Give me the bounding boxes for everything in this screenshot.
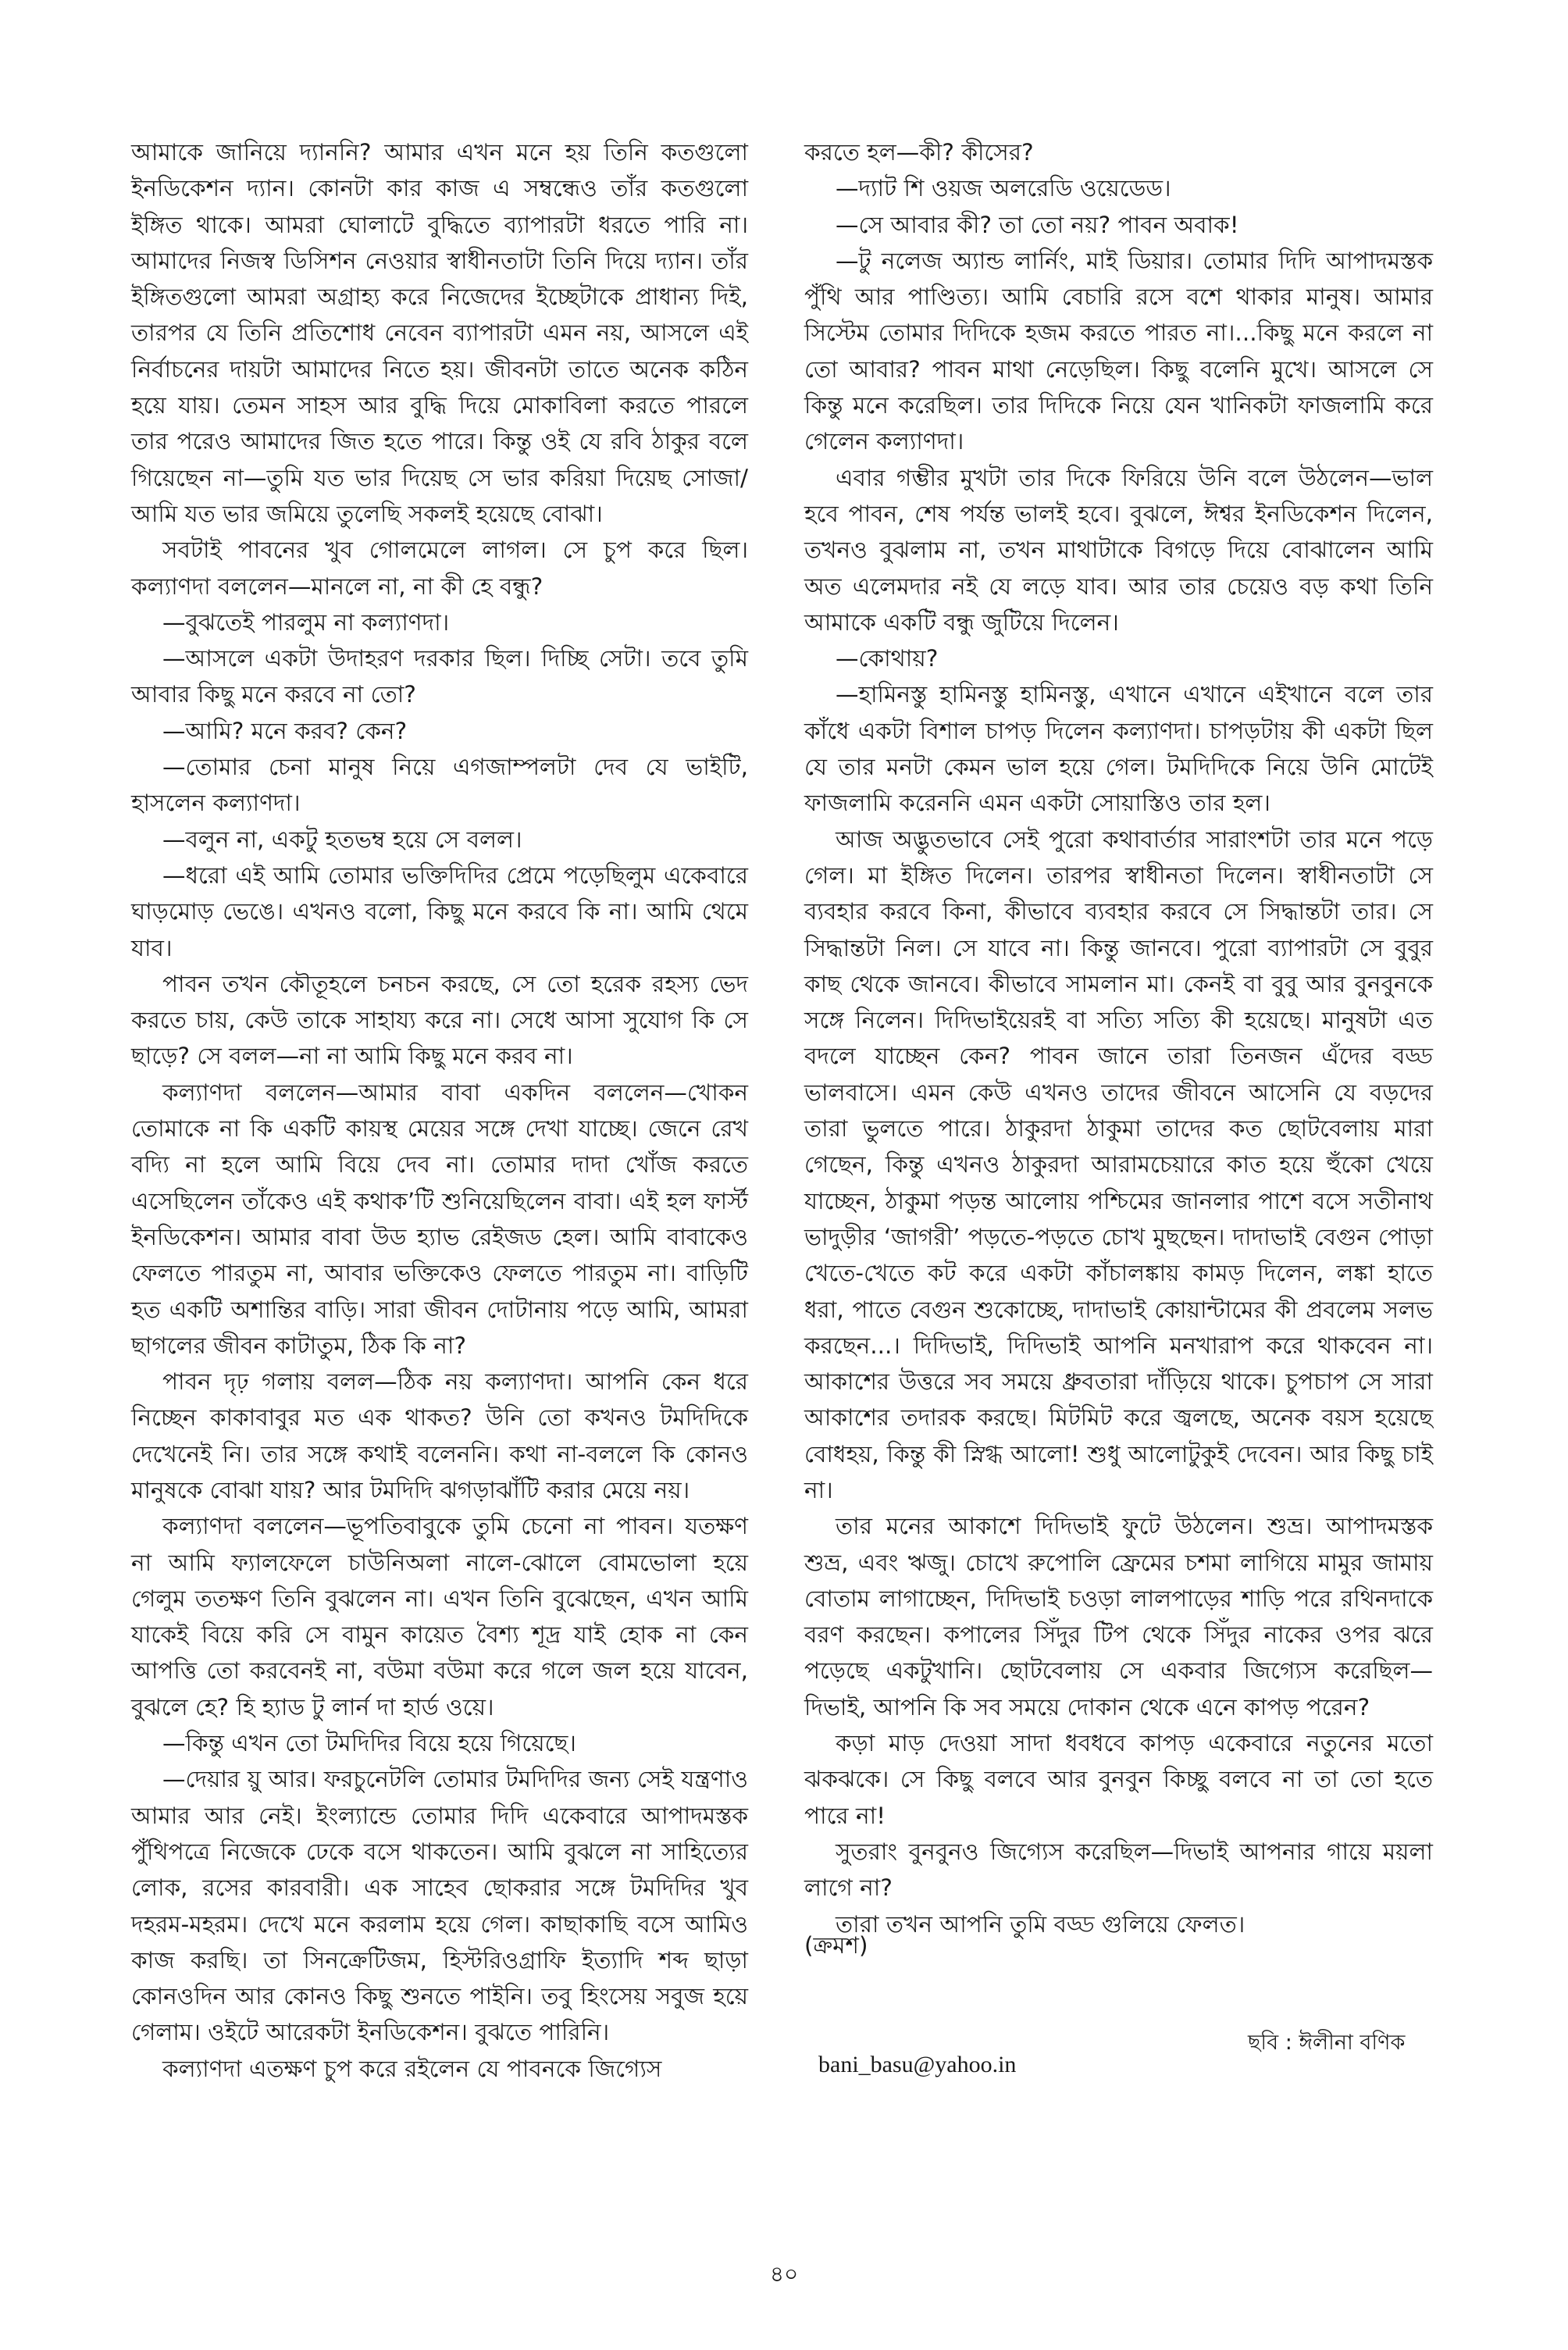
left-column-paragraph: কল্যাণদা এতক্ষণ চুপ করে রইলেন যে পাবনকে জিগ্যেস — [162, 2055, 662, 2082]
left-text-column — [131, 134, 748, 2087]
illustration-credit: ছবি : ঈলীনা বণিক — [1248, 2031, 1406, 2055]
left-column-paragraph: —বুঝতেই পারলুম না কল্যাণদা। — [162, 608, 450, 636]
right-column-paragraph: এবার গম্ভীর মুখটা তার দিকে ফিরিয়ে উনি বলে উঠলেন—ভাল হবে পাবন, শেষ পর্যন্ত ভালই হবে। বুঝলে, ঈশ্বর ইনডিকেশন দিলেন, তখনও বুঝলাম না, তখন মাথাটাকে বিগড়ে দিয়ে বোঝালেন আমি অত এলেমদার নই যে লড়ে যাব। আর তার চেয়েও বড় কথা তিনি আমাকে একটি বন্ধু জুটিয়ে দিলেন। — [804, 464, 1433, 636]
left-column-paragraph: আমাকে জানিয়ে দ্যাননি? আমার এখন মনে হয় তিনি কতগুলো ইনডিকেশন দ্যান। কোনটা কার কাজ এ সম্বন্ধেও তাঁর কতগুলো ইঙ্গিত থাকে। আমরা ঘোলাটে বুদ্ধিতে ব্যাপারটা ধরতে পারি না। আমাদের নিজস্ব ডিসিশন নেওয়ার স্বাধীনতাটা তিনি দিয়ে দ্যান। তাঁর ইঙ্গিতগুলো আমরা অগ্রাহ্য করে নিজেদের ইচ্ছেটাকে প্রাধান্য দিই, তারপর যে তিনি প্রতিশোধ নেবেন ব্যাপারটা এমন নয়, আসলে এই নির্বাচনের দায়টা আমাদের নিতে হয়। জীবনটা তাতে অনেক কঠিন হয়ে যায়। তেমন সাহস আর বুদ্ধি দিয়ে মোকাবিলা করতে পারলে তার পরেও আমাদের জিত হতে পারে। কিন্তু ওই যে রবি ঠাকুর বলে গিয়েছেন না—তুমি যত ভার দিয়েছ সে ভার করিয়া দিয়েছ সোজা/আমি যত ভার জমিয়ে তুলেছি সকলই হয়েছে বোঝা। — [131, 139, 748, 527]
right-column-paragraph: তার মনের আকাশে দিদিভাই ফুটে উঠলেন। শুভ্র। আপাদমস্তক শুভ্র, এবং ঋজু। চোখে রুপোলি ফ্রেমের চশমা লাগিয়ে মামুর জামায় বোতাম লাগাচ্ছেন, দিদিভাই চওড়া লালপাড়ের শাড়ি পরে রথিনদাকে বরণ করছেন। কপালের সিঁদুর টিপ থেকে সিঁদুর নাকের ওপর ঝরে পড়েছে একটুখানি। ছোটবেলায় সে একবার জিগ্যেস করেছিল—দিভাই, আপনি কি সব সময়ে দোকান থেকে এনে কাপড় পরেন? — [804, 1513, 1433, 1721]
left-column-paragraph: কল্যাণদা বললেন—ভূপতিবাবুকে তুমি চেনো না পাবন। যতক্ষণ না আমি ফ্যালফেলে চাউনিঅলা নালে-ঝোলে বোমভোলা হয়ে গেলুম ততক্ষণ তিনি বুঝলেন না। এখন তিনি বুঝেছেন, এখন আমি যাকেই বিয়ে করি সে বামুন কায়েত বৈশ্য শূদ্র যাই হোক না কেন আপত্তি তো করবেনই না, বউমা বউমা করে গলে জল হয়ে যাবেন, বুঝলে হে? হি হ্যাড টু লার্ন দা হার্ড ওয়ে। — [131, 1513, 748, 1721]
left-column-paragraph: —তোমার চেনা মানুষ নিয়ে এগজাম্পলটা দেব যে ভাইটি, হাসলেন কল্যাণদা। — [131, 754, 748, 817]
right-text-column — [804, 134, 1433, 1942]
left-column-paragraph: —আসলে একটা উদাহরণ দরকার ছিল। দিচ্ছি সেটা। তবে তুমি আবার কিছু মনে করবে না তো? — [131, 645, 748, 708]
right-column-paragraph: —হামিনস্তু হামিনস্তু হামিনস্তু, এখানে এখানে এইখানে বলে তার কাঁধে একটা বিশাল চাপড় দিলেন কল্যাণদা। চাপড়টায় কী একটা ছিল যে তার মনটা কেমন ভাল হয়ে গেল। টমদিদিকে নিয়ে উনি মোটেই ফাজলামি করেননি এমন একটা সোয়াস্তিও তার হল। — [804, 681, 1433, 817]
right-column-paragraph: করতে হল—কী? কীসের? — [804, 139, 1034, 166]
left-column-paragraph: —বলুন না, একটু হতভম্ব হয়ে সে বলল। — [162, 826, 522, 853]
left-column-paragraph: —আমি? মনে করব? কেন? — [162, 717, 408, 744]
left-column-paragraph: সবটাই পাবনের খুব গোলমেলে লাগল। সে চুপ করে ছিল। কল্যাণদা বললেন—মানলে না, না কী হে বন্ধু? — [131, 537, 748, 600]
to-be-continued-note: (ক্রমশ) — [804, 1932, 868, 1959]
left-column-paragraph: —দেয়ার য়ু আর। ফরচুনেটলি তোমার টমদিদির জন্য সেই যন্ত্রণাও আমার আর নেই। ইংল্যান্ডে তোমার দিদি একেবারে আপাদমস্তক পুঁথিপত্রে নিজেকে ঢেকে বসে থাকতেন। আমি বুঝলে না সাহিত্যের লোক, রসের কারবারী। এক সাহেব ছোকরার সঙ্গে টমদিদির খুব দহরম-মহরম। দেখে মনে করলাম হয়ে গেল। কাছাকাছি বসে আমিও কাজ করছি। তা সিনক্রেটিজম, হিস্টরিওগ্রাফি ইত্যাদি শব্দ ছাড়া কোনওদিন আর কোনও কিছু শুনতে পাইনি। তবু হিংসেয় সবুজ হয়ে গেলাম। ওইটে আরেকটা ইনডিকেশন। বুঝতে পারিনি। — [131, 1766, 748, 2046]
right-column-paragraph: আজ অদ্ভুতভাবে সেই পুরো কথাবার্তার সারাংশটা তার মনে পড়ে গেল। মা ইঙ্গিত দিলেন। তারপর স্বাধীনতা দিলেন। স্বাধীনতাটা সে ব্যবহার করবে কিনা, কীভাবে ব্যবহার করবে সে সিদ্ধান্তটা তার। সে সিদ্ধান্তটা নিল। সে যাবে না। কিন্তু জানবে। পুরো ব্যাপারটা সে বুবুর কাছ থেকে জানবে। কীভাবে সামলান মা। কেনই বা বুবু আর বুনবুনকে সঙ্গে নিলেন। দিদিভাইয়েরই বা সত্যি সত্যি কী হয়েছে। মানুষটা এত বদলে যাচ্ছেন কেন? পাবন জানে তারা তিনজন এঁদের বড্ড ভালবাসে। এমন কেউ এখনও তাদের জীবনে আসেনি যে বড়দের তারা ভুলতে পারে। ঠাকুরদা ঠাকুমা তাদের কত ছোটবেলায় মারা গেছেন, কিন্তু এখনও ঠাকুরদা আরামচেয়ারে কাত হয়ে হুঁকো খেয়ে যাচ্ছেন, ঠাকুমা পড়ন্ত আলোয় পশ্চিমের জানলার পাশে বসে সতীনাথ ভাদুড়ীর ‘জাগরী’ পড়তে-পড়তে চোখ মুছছেন। দাদাভাই বেগুন পোড়া খেতে-খেতে কট করে একটা কাঁচালঙ্কায় কামড় দিলেন, লঙ্কা হাতে ধরা, পাতে বেগুন শুকোচ্ছে, দাদাভাই কোয়ান্টামের কী প্রবলেম সলভ করছেন...। দিদিভাই, দিদিভাই আপনি মনখারাপ করে থাকবেন না। আকাশের উত্তরে সব সময়ে ধ্রুবতারা দাঁড়িয়ে থাকে। চুপচাপ সে সারা আকাশের তদারক করছে। মিটমিট করে জ্বলছে, অনেক বয়স হয়েছে বোধহয়, কিন্তু কী স্নিগ্ধ আলো! শুধু আলোটুকুই দেবেন। আর কিছু চাই না। — [804, 826, 1433, 1503]
right-column-paragraph: তারা তখন আপনি তুমি বড্ড গুলিয়ে ফেলত। — [836, 1910, 1245, 1938]
right-column-paragraph: —টু নলেজ অ্যান্ড লার্নিং, মাই ডিয়ার। তোমার দিদি আপাদমস্তক পুঁথি আর পাণ্ডিত্য। আমি বেচারি রসে বশে থাকার মানুষ। আমার সিস্টেম তোমার দিদিকে হজম করতে পারত না।...কিছু মনে করলে না তো আবার? পাবন মাথা নেড়েছিল। কিছু বলেনি মুখে। আসলে সে কিন্তু মনে করেছিল। তার দিদিকে নিয়ে যেন খানিকটা ফাজলামি করে গেলেন কল্যাণদা। — [804, 247, 1433, 455]
author-email: bani_basu@yahoo.in — [818, 2052, 1017, 2077]
right-column-paragraph: —কোথায়? — [836, 645, 939, 672]
left-column-paragraph: পাবন তখন কৌতূহলে চনচন করছে, সে তো হরেক রহস্য ভেদ করতে চায়, কেউ তাকে সাহায্য করে না। সেধে আসা সুযোগ কি সে ছাড়ে? সে বলল—না না আমি কিছু মনে করব না। — [131, 970, 748, 1070]
right-column-paragraph: —দ্যাট শি ওয়জ অলরেডি ওয়েডেড। — [836, 175, 1171, 202]
left-column-paragraph: কল্যাণদা বললেন—আমার বাবা একদিন বললেন—খোকন তোমাকে না কি একটি কায়স্থ মেয়ের সঙ্গে দেখা যাচ্ছে। জেনে রেখ বদ্যি না হলে আমি বিয়ে দেব না। তোমার দাদা খোঁজ করতে এসেছিলেন তাঁকেও এই কথাক’টি শুনিয়েছিলেন বাবা। এই হল ফার্স্ট ইনডিকেশন। আমার বাবা উড হ্যাভ রেইজড হেল। আমি বাবাকেও ফেলতে পারতুম না, আবার ভক্তিকেও ফেলতে পারতুম না। বাড়িটি হত একটি অশান্তির বাড়ি। সারা জীবন দোটানায় পড়ে আমি, আমরা ছাগলের জীবন কাটাতুম, ঠিক কি না? — [131, 1079, 748, 1359]
page-number: ৪০ — [769, 2261, 799, 2287]
right-column-paragraph: কড়া মাড় দেওয়া সাদা ধবধবে কাপড় একেবারে নতুনের মতো ঝকঝকে। সে কিছু বলবে আর বুনবুন কিচ্ছু বলবে না তা তো হতে পারে না! — [804, 1730, 1433, 1829]
left-column-paragraph: —ধরো এই আমি তোমার ভক্তিদিদির প্রেমে পড়েছিলুম একেবারে ঘাড়মোড় ভেঙে। এখনও বলো, কিছু মনে করবে কি না। আমি থেমে যাব। — [131, 861, 748, 961]
right-column-paragraph: সুতরাং বুনবুনও জিগ্যেস করেছিল—দিভাই আপনার গায়ে ময়লা লাগে না? — [804, 1838, 1433, 1902]
left-column-paragraph: পাবন দৃঢ় গলায় বলল—ঠিক নয় কল্যাণদা। আপনি কেন ধরে নিচ্ছেন কাকাবাবুর মত এক থাকত? উনি তো কখনও টমদিদিকে দেখেনেই নি। তার সঙ্গে কথাই বলেননি। কথা না-বললে কি কোনও মানুষকে বোঝা যায়? আর টমদিদি ঝগড়াঝাঁটি করার মেয়ে নয়। — [131, 1368, 748, 1503]
left-column-paragraph: —কিন্তু এখন তো টমদিদির বিয়ে হয়ে গিয়েছে। — [162, 1730, 576, 1757]
right-column-paragraph: —সে আবার কী? তা তো নয়? পাবন অবাক! — [836, 211, 1239, 238]
